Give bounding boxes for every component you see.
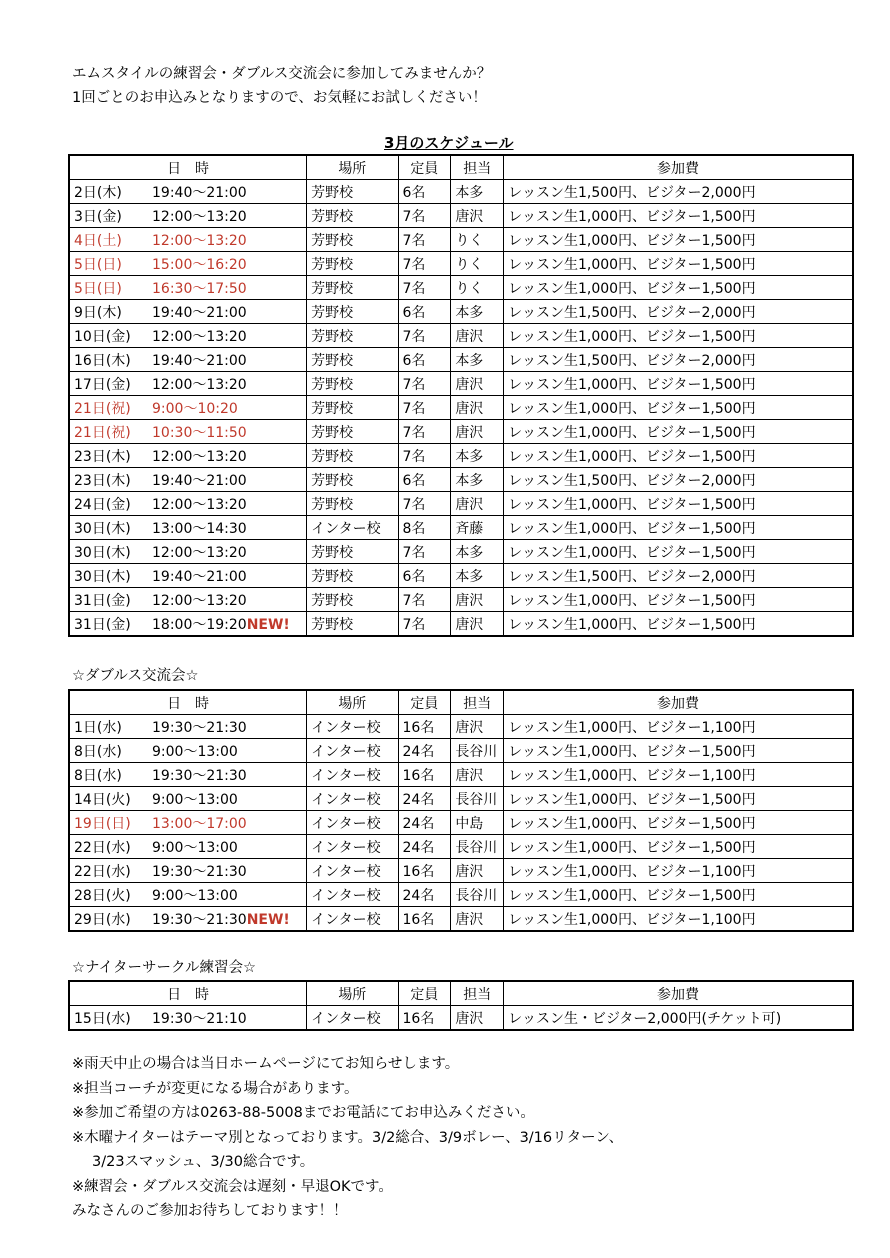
cell-day: 4日(土)	[74, 232, 122, 249]
header-fee: 参加費	[504, 981, 853, 1006]
intro-line-1: エムスタイルの練習会・ダブルス交流会に参加してみませんか？	[72, 66, 492, 82]
cell-date	[69, 835, 307, 859]
cell-coach: 斉藤	[451, 516, 504, 540]
cell-date	[69, 324, 307, 348]
cell-coach: 長谷川	[451, 739, 504, 763]
cell-date	[69, 564, 307, 588]
cell-time: 9:00～13:00	[152, 839, 238, 856]
cell-date	[69, 1006, 307, 1031]
cell-fee: レッスン生1,500円、ビジター2,000円	[504, 348, 853, 372]
cell-fee: レッスン生1,000円、ビジター1,500円	[504, 228, 853, 252]
cell-coach: りく	[451, 228, 504, 252]
cell-fee: レッスン生1,000円、ビジター1,500円	[504, 739, 853, 763]
cell-time: 19:30～21:30	[152, 911, 247, 928]
table-row	[69, 907, 853, 932]
cell-capacity: 16名	[398, 763, 451, 787]
cell-coach: 唐沢	[451, 763, 504, 787]
cell-day: 29日(水)	[74, 911, 131, 928]
cell-time: 19:30～21:10	[152, 1010, 247, 1027]
cell-fee: レッスン生1,000円、ビジター1,500円	[504, 492, 853, 516]
cell-place: インター校	[307, 763, 398, 787]
cell-time: 9:00～13:00	[152, 887, 238, 904]
cell-time: 19:40～21:00	[152, 184, 247, 201]
table-row	[69, 468, 853, 492]
cell-fee: レッスン生1,000円、ビジター1,500円	[504, 444, 853, 468]
cell-coach: 本多	[451, 444, 504, 468]
cell-day: 10日(金)	[74, 328, 131, 345]
cell-time: 13:00～14:30	[152, 520, 247, 537]
cell-fee: レッスン生1,000円、ビジター1,500円	[504, 540, 853, 564]
cell-coach: 唐沢	[451, 1006, 504, 1031]
cell-day: 21日(祝)	[74, 424, 131, 441]
cell-coach: 唐沢	[451, 588, 504, 612]
cell-time: 12:00～13:20	[152, 208, 247, 225]
cell-date	[69, 204, 307, 228]
new-badge: NEW!	[246, 616, 290, 633]
cell-time: 16:30～17:50	[152, 280, 247, 297]
header-place: 場所	[307, 155, 398, 180]
table-row	[69, 588, 853, 612]
cell-day: 15日(水)	[74, 1010, 131, 1027]
cell-fee: レッスン生1,500円、ビジター2,000円	[504, 180, 853, 204]
cell-day: 30日(木)	[74, 568, 131, 585]
cell-time: 9:00～10:20	[152, 400, 238, 417]
cell-day: 14日(火)	[74, 791, 131, 808]
header-place: 場所	[307, 981, 398, 1006]
cell-coach: 中島	[451, 811, 504, 835]
header-coach: 担当	[451, 155, 504, 180]
cell-capacity: 24名	[398, 835, 451, 859]
cell-fee: レッスン生1,000円、ビジター1,500円	[504, 883, 853, 907]
cell-place: 芳野校	[307, 612, 398, 637]
cell-time: 18:00～19:20	[152, 616, 247, 633]
cell-fee: レッスン生1,000円、ビジター1,500円	[504, 372, 853, 396]
cell-date	[69, 348, 307, 372]
cell-date	[69, 276, 307, 300]
cell-date	[69, 180, 307, 204]
cell-day: 30日(木)	[74, 544, 131, 561]
cell-day: 3日(金)	[74, 208, 122, 225]
cell-day: 16日(木)	[74, 352, 131, 369]
cell-day: 30日(木)	[74, 520, 131, 537]
cell-day: 31日(金)	[74, 592, 131, 609]
cell-fee: レッスン生1,500円、ビジター2,000円	[504, 564, 853, 588]
cell-fee: レッスン生1,000円、ビジター1,500円	[504, 276, 853, 300]
cell-time: 12:00～13:20	[152, 592, 247, 609]
cell-time: 13:00～17:00	[152, 815, 247, 832]
cell-date	[69, 715, 307, 739]
cell-coach: 本多	[451, 348, 504, 372]
cell-place: 芳野校	[307, 180, 398, 204]
schedule-table	[68, 154, 854, 637]
cell-date	[69, 811, 307, 835]
cell-capacity: 7名	[398, 228, 451, 252]
cell-fee: レッスン生1,000円、ビジター1,100円	[504, 859, 853, 883]
cell-capacity: 24名	[398, 739, 451, 763]
header-coach: 担当	[451, 981, 504, 1006]
header-place: 場所	[307, 690, 398, 715]
note-coach-change: ※担当コーチが変更になる場合があります。	[72, 1080, 359, 1097]
cell-time: 19:40～21:00	[152, 352, 247, 369]
cell-coach: 唐沢	[451, 420, 504, 444]
cell-fee: レッスン生1,000円、ビジター1,500円	[504, 516, 853, 540]
cell-time: 12:00～13:20	[152, 232, 247, 249]
cell-coach: 本多	[451, 300, 504, 324]
cell-date	[69, 444, 307, 468]
table-row	[69, 883, 853, 907]
cell-time: 19:30～21:30	[152, 767, 247, 784]
cell-time: 12:00～13:20	[152, 448, 247, 465]
table-row	[69, 396, 853, 420]
cell-capacity: 7名	[398, 252, 451, 276]
cell-coach: 唐沢	[451, 204, 504, 228]
cell-coach: 唐沢	[451, 324, 504, 348]
cell-fee: レッスン生1,000円、ビジター1,100円	[504, 907, 853, 932]
cell-coach: 本多	[451, 540, 504, 564]
table-row	[69, 739, 853, 763]
cell-capacity: 7名	[398, 444, 451, 468]
header-capacity: 定員	[398, 690, 451, 715]
cell-time: 19:40～21:00	[152, 472, 247, 489]
cell-capacity: 24名	[398, 883, 451, 907]
cell-place: 芳野校	[307, 300, 398, 324]
cell-capacity: 7名	[398, 540, 451, 564]
cell-day: 23日(木)	[74, 448, 131, 465]
cell-date	[69, 420, 307, 444]
cell-capacity: 6名	[398, 180, 451, 204]
table-row	[69, 324, 853, 348]
cell-capacity: 6名	[398, 348, 451, 372]
cell-capacity: 7名	[398, 396, 451, 420]
cell-time: 9:00～13:00	[152, 743, 238, 760]
cell-capacity: 7名	[398, 612, 451, 637]
cell-coach: 本多	[451, 468, 504, 492]
cell-capacity: 24名	[398, 787, 451, 811]
cell-capacity: 6名	[398, 468, 451, 492]
cell-fee: レッスン生・ビジター2,000円(チケット可)	[504, 1006, 853, 1031]
table-row	[69, 252, 853, 276]
cell-coach: 唐沢	[451, 492, 504, 516]
note-thursday-theme-cont: 3/23スマッシュ、3/30総合です。	[92, 1154, 315, 1170]
cell-place: 芳野校	[307, 204, 398, 228]
intro-text	[72, 62, 491, 110]
cell-day: 22日(水)	[74, 839, 131, 856]
table-row	[69, 540, 853, 564]
cell-place: 芳野校	[307, 588, 398, 612]
cell-fee: レッスン生1,000円、ビジター1,100円	[504, 715, 853, 739]
schedule-title: 3月のスケジュール	[384, 134, 514, 152]
cell-day: 31日(金)	[74, 616, 131, 633]
table-row	[69, 1006, 853, 1031]
cell-day: 17日(金)	[74, 376, 131, 393]
cell-date	[69, 739, 307, 763]
cell-day: 9日(木)	[74, 304, 122, 321]
cell-place: 芳野校	[307, 396, 398, 420]
cell-fee: レッスン生1,000円、ビジター1,500円	[504, 588, 853, 612]
cell-place: 芳野校	[307, 444, 398, 468]
cell-place: インター校	[307, 739, 398, 763]
cell-day: 5日(日)	[74, 256, 122, 273]
cell-fee: レッスン生1,000円、ビジター1,500円	[504, 835, 853, 859]
cell-place: インター校	[307, 715, 398, 739]
table-row	[69, 835, 853, 859]
table-row	[69, 492, 853, 516]
cell-capacity: 16名	[398, 715, 451, 739]
cell-time: 12:00～13:20	[152, 544, 247, 561]
cell-coach: 長谷川	[451, 787, 504, 811]
cell-day: 21日(祝)	[74, 400, 131, 417]
cell-time: 19:40～21:00	[152, 304, 247, 321]
cell-coach: りく	[451, 252, 504, 276]
cell-fee: レッスン生1,000円、ビジター1,500円	[504, 787, 853, 811]
cell-day: 8日(水)	[74, 743, 122, 760]
doubles-table	[68, 689, 854, 932]
table-row	[69, 787, 853, 811]
cell-place: 芳野校	[307, 252, 398, 276]
cell-day: 19日(日)	[74, 815, 131, 832]
nighter-title: ☆ナイターサークル練習会☆	[72, 960, 257, 976]
header-date: 日 時	[69, 155, 307, 180]
note-thursday-theme: ※木曜ナイターはテーマ別となっております。3/2総合、3/9ボレー、3/16リターン、	[72, 1129, 624, 1146]
cell-capacity: 8名	[398, 516, 451, 540]
cell-coach: 唐沢	[451, 715, 504, 739]
cell-date	[69, 468, 307, 492]
cell-capacity: 7名	[398, 492, 451, 516]
cell-place: 芳野校	[307, 324, 398, 348]
cell-capacity: 16名	[398, 1006, 451, 1031]
cell-fee: レッスン生1,000円、ビジター1,500円	[504, 252, 853, 276]
cell-capacity: 6名	[398, 300, 451, 324]
cell-date	[69, 228, 307, 252]
cell-day: 23日(木)	[74, 472, 131, 489]
cell-date	[69, 372, 307, 396]
cell-coach: 唐沢	[451, 372, 504, 396]
cell-day: 28日(火)	[74, 887, 131, 904]
cell-date	[69, 396, 307, 420]
table-row	[69, 715, 853, 739]
cell-coach: りく	[451, 276, 504, 300]
table-row	[69, 811, 853, 835]
table-row	[69, 228, 853, 252]
cell-date	[69, 300, 307, 324]
table-row	[69, 276, 853, 300]
cell-coach: 唐沢	[451, 907, 504, 932]
cell-day: 1日(水)	[74, 719, 122, 736]
cell-place: 芳野校	[307, 492, 398, 516]
cell-place: 芳野校	[307, 564, 398, 588]
cell-date	[69, 516, 307, 540]
cell-date	[69, 787, 307, 811]
header-coach: 担当	[451, 690, 504, 715]
cell-fee: レッスン生1,500円、ビジター2,000円	[504, 300, 853, 324]
cell-time: 15:00～16:20	[152, 256, 247, 273]
table-row	[69, 516, 853, 540]
note-phone: ※参加ご希望の方は0263-88-5008までお電話にてお申込みください。	[72, 1105, 535, 1121]
cell-capacity: 7名	[398, 420, 451, 444]
cell-date	[69, 763, 307, 787]
cell-capacity: 16名	[398, 859, 451, 883]
cell-coach: 本多	[451, 180, 504, 204]
cell-capacity: 7名	[398, 372, 451, 396]
cell-date	[69, 612, 307, 637]
cell-time: 12:00～13:20	[152, 496, 247, 513]
table-row	[69, 204, 853, 228]
cell-place: インター校	[307, 883, 398, 907]
table-row	[69, 420, 853, 444]
cell-day: 8日(水)	[74, 767, 122, 784]
header-fee: 参加費	[504, 155, 853, 180]
cell-date	[69, 492, 307, 516]
cell-day: 5日(日)	[74, 280, 122, 297]
cell-place: 芳野校	[307, 420, 398, 444]
note-late-ok: ※練習会・ダブルス交流会は遅刻・早退OKです。	[72, 1178, 393, 1195]
cell-coach: 長谷川	[451, 835, 504, 859]
header-fee: 参加費	[504, 690, 853, 715]
header-date: 日 時	[69, 981, 307, 1006]
cell-capacity: 6名	[398, 564, 451, 588]
table-header-row	[69, 981, 853, 1006]
cell-fee: レッスン生1,500円、ビジター2,000円	[504, 468, 853, 492]
cell-place: 芳野校	[307, 276, 398, 300]
cell-fee: レッスン生1,000円、ビジター1,500円	[504, 396, 853, 420]
cell-fee: レッスン生1,000円、ビジター1,500円	[504, 324, 853, 348]
cell-date	[69, 907, 307, 932]
new-badge: NEW!	[246, 911, 290, 928]
note-closing: みなさんのご参加お待ちしております！！	[72, 1203, 348, 1219]
cell-day: 22日(水)	[74, 863, 131, 880]
cell-coach: 唐沢	[451, 859, 504, 883]
cell-coach: 長谷川	[451, 883, 504, 907]
cell-coach: 本多	[451, 564, 504, 588]
cell-date	[69, 883, 307, 907]
cell-date	[69, 540, 307, 564]
table-row	[69, 859, 853, 883]
cell-place: インター校	[307, 811, 398, 835]
table-row	[69, 180, 853, 204]
cell-fee: レッスン生1,000円、ビジター1,500円	[504, 204, 853, 228]
table-row	[69, 444, 853, 468]
cell-time: 10:30～11:50	[152, 424, 247, 441]
cell-place: 芳野校	[307, 228, 398, 252]
cell-place: インター校	[307, 835, 398, 859]
cell-date	[69, 859, 307, 883]
cell-place: 芳野校	[307, 348, 398, 372]
doubles-title: ☆ダブルス交流会☆	[72, 668, 199, 684]
cell-capacity: 7名	[398, 276, 451, 300]
table-row	[69, 300, 853, 324]
cell-fee: レッスン生1,000円、ビジター1,500円	[504, 420, 853, 444]
cell-date	[69, 588, 307, 612]
intro-line-2: 1回ごとのお申込みとなりますので、お気軽にお試しください！	[72, 90, 487, 106]
table-row	[69, 612, 853, 637]
header-date: 日 時	[69, 690, 307, 715]
cell-coach: 唐沢	[451, 396, 504, 420]
cell-time: 19:30～21:30	[152, 719, 247, 736]
note-rain: ※雨天中止の場合は当日ホームページにてお知らせします。	[72, 1056, 460, 1072]
cell-place: インター校	[307, 859, 398, 883]
cell-time: 19:30～21:30	[152, 863, 247, 880]
cell-time: 9:00～13:00	[152, 791, 238, 808]
cell-day: 24日(金)	[74, 496, 131, 513]
cell-fee: レッスン生1,000円、ビジター1,500円	[504, 612, 853, 637]
table-row	[69, 564, 853, 588]
table-row	[69, 372, 853, 396]
table-header-row	[69, 155, 853, 180]
cell-date	[69, 252, 307, 276]
nighter-table	[68, 980, 854, 1031]
cell-capacity: 7名	[398, 324, 451, 348]
table-row	[69, 348, 853, 372]
cell-place: インター校	[307, 1006, 398, 1031]
cell-capacity: 16名	[398, 907, 451, 932]
cell-place: 芳野校	[307, 372, 398, 396]
cell-time: 12:00～13:20	[152, 328, 247, 345]
cell-fee: レッスン生1,000円、ビジター1,500円	[504, 811, 853, 835]
cell-capacity: 24名	[398, 811, 451, 835]
cell-capacity: 7名	[398, 588, 451, 612]
cell-day: 2日(木)	[74, 184, 122, 201]
cell-place: 芳野校	[307, 468, 398, 492]
notes	[72, 1052, 623, 1224]
header-capacity: 定員	[398, 981, 451, 1006]
cell-fee: レッスン生1,000円、ビジター1,100円	[504, 763, 853, 787]
cell-time: 19:40～21:00	[152, 568, 247, 585]
cell-time: 12:00～13:20	[152, 376, 247, 393]
table-row	[69, 763, 853, 787]
cell-capacity: 7名	[398, 204, 451, 228]
cell-place: インター校	[307, 907, 398, 932]
cell-coach: 唐沢	[451, 612, 504, 637]
cell-place: インター校	[307, 787, 398, 811]
header-capacity: 定員	[398, 155, 451, 180]
cell-place: 芳野校	[307, 540, 398, 564]
cell-place: インター校	[307, 516, 398, 540]
table-header-row	[69, 690, 853, 715]
